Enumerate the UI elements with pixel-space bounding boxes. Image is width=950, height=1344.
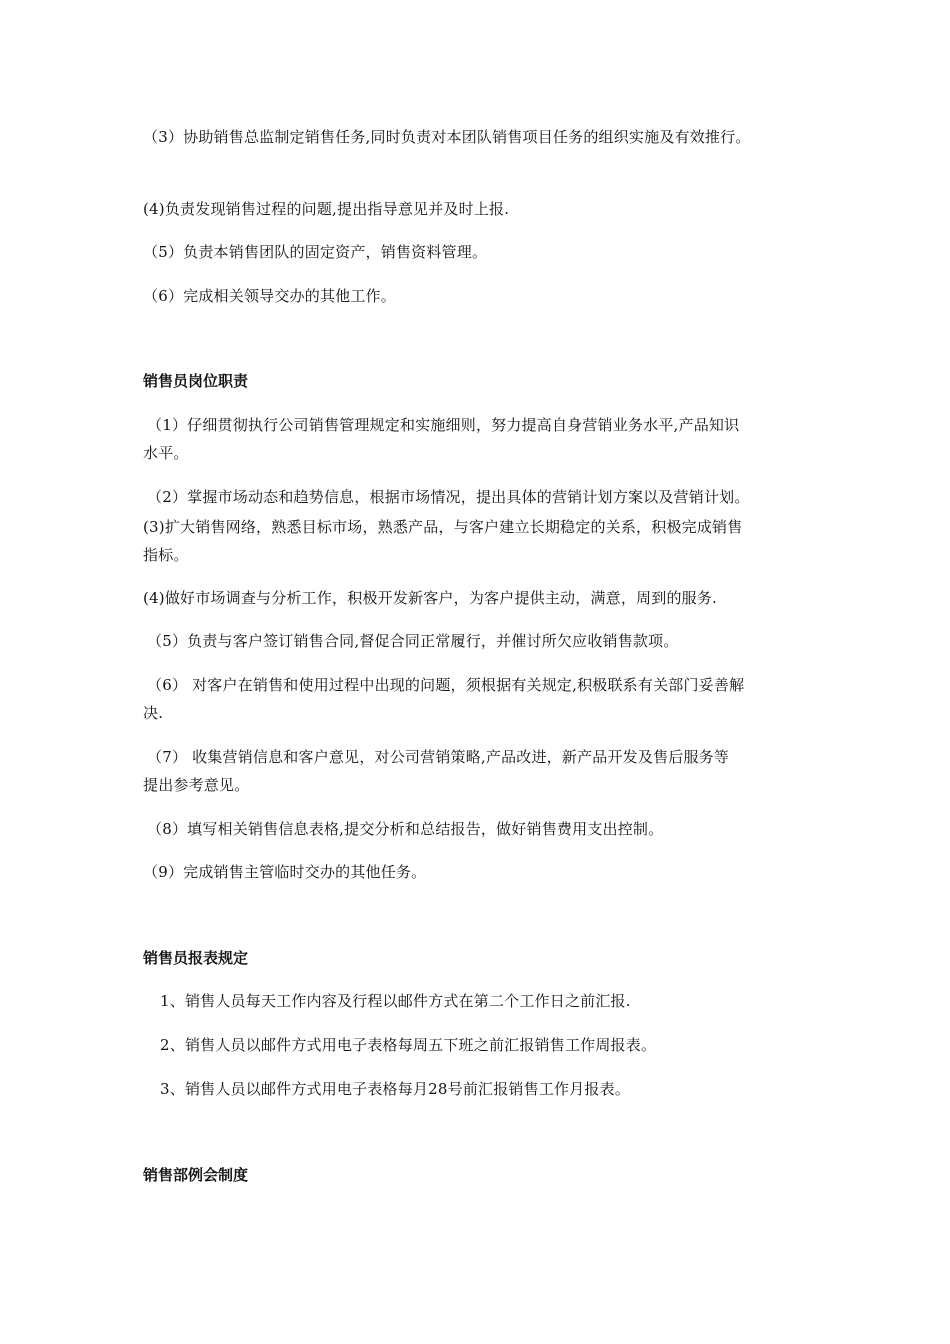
salesperson-duty-6-line-2: 决. [143, 704, 164, 722]
duty-item-3: （3）协助销售总监制定销售任务,同时负责对本团队销售项目任务的组织实施及有效推行。 [143, 128, 751, 146]
section-heading-report-rules: 销售员报表规定 [143, 949, 249, 967]
report-rule-1: 1、销售人员每天工作内容及行程以邮件方式在第二个工作日之前汇报. [160, 992, 631, 1010]
duty-item-6: （6）完成相关领导交办的其他工作。 [143, 287, 396, 305]
salesperson-duty-3-line-1: (3)扩大销售网络，熟悉目标市场，熟悉产品，与客户建立长期稳定的关系，积极完成销售 [143, 518, 743, 536]
salesperson-duty-6-line-1: （6） 对客户在销售和使用过程中出现的问题，须根据有关规定,积极联系有关部门妥善解 [147, 676, 745, 694]
salesperson-duty-1-line-2: 水平。 [143, 444, 189, 462]
duty-item-5: （5）负责本销售团队的固定资产，销售资料管理。 [143, 243, 488, 261]
salesperson-duty-9: （9）完成销售主管临时交办的其他任务。 [143, 863, 427, 881]
salesperson-duty-4: (4)做好市场调查与分析工作，积极开发新客户，为客户提供主动，满意，周到的服务. [143, 589, 718, 607]
report-rule-3: 3、销售人员以邮件方式用电子表格每月28号前汇报销售工作月报表。 [160, 1080, 631, 1098]
report-rule-2: 2、销售人员以邮件方式用电子表格每周五下班之前汇报销售工作周报表。 [160, 1036, 657, 1054]
section-heading-meeting-system: 销售部例会制度 [143, 1166, 249, 1184]
salesperson-duty-3-line-2: 指标。 [143, 546, 189, 564]
salesperson-duty-2: （2）掌握市场动态和趋势信息，根据市场情况，提出具体的营销计划方案以及营销计划。 [147, 488, 750, 506]
duty-item-4: (4)负责发现销售过程的问题,提出指导意见并及时上报. [143, 200, 510, 218]
salesperson-duty-7-line-1: （7） 收集营销信息和客户意见，对公司营销策略,产品改进，新产品开发及售后服务等 [147, 748, 730, 766]
salesperson-duty-7-line-2: 提出参考意见。 [143, 776, 250, 794]
section-heading-salesperson-duties: 销售员岗位职责 [143, 372, 249, 390]
salesperson-duty-1-line-1: （1）仔细贯彻执行公司销售管理规定和实施细则，努力提高自身营销业务水平,产品知识 [147, 416, 740, 434]
salesperson-duty-5: （5）负责与客户签订销售合同,督促合同正常履行，并催讨所欠应收销售款项。 [147, 632, 679, 650]
salesperson-duty-8: （8）填写相关销售信息表格,提交分析和总结报告，做好销售费用支出控制。 [147, 820, 664, 838]
